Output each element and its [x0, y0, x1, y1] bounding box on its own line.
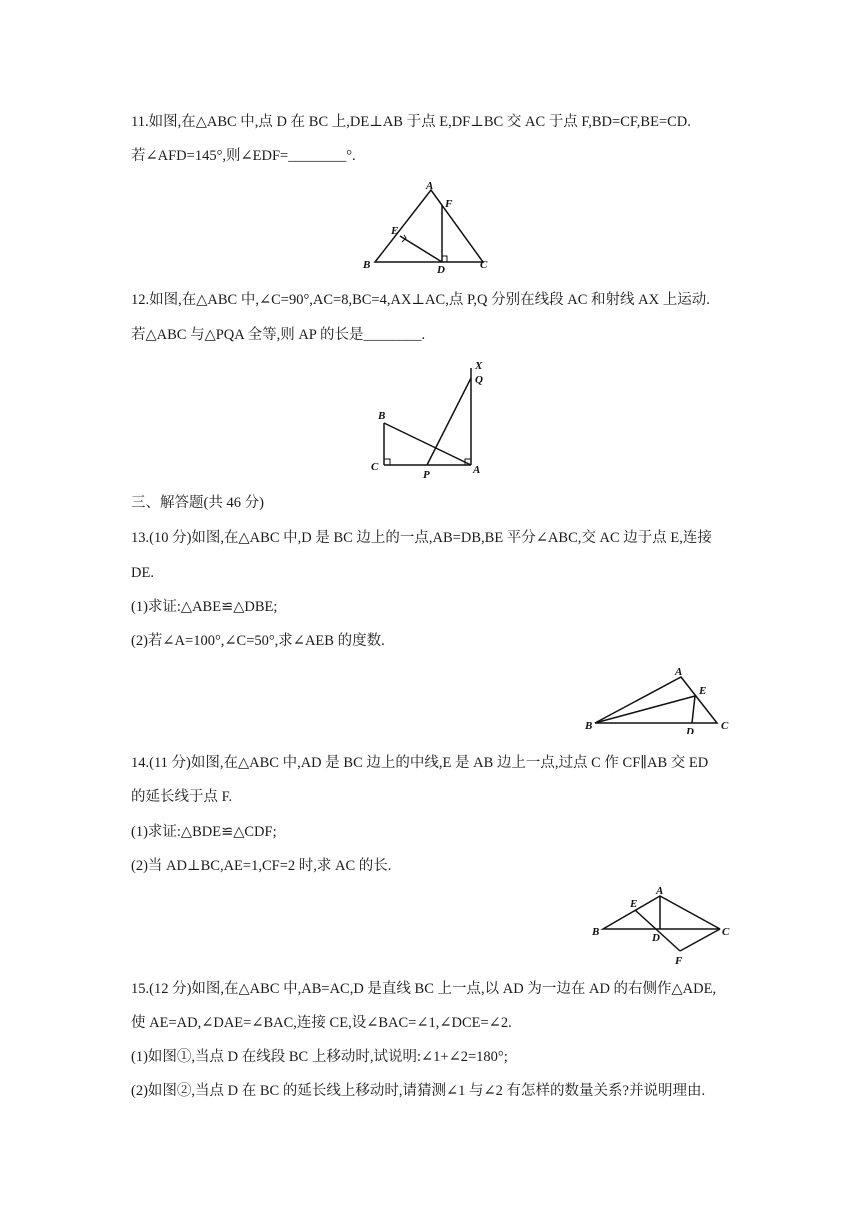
q11-label-c: C: [480, 259, 488, 271]
q11-line2: 若∠AFD=145°,则∠EDF=________°.: [131, 148, 356, 164]
q12-label-b: B: [378, 410, 386, 422]
q14-part2: (2)当 AD⊥BC,AE=1,CF=2 时,求 AC 的长.: [131, 858, 392, 874]
q14-line1: 14.(11 分)如图,在△ABC 中,AD 是 BC 边上的中线,E 是 AB 边上一点,过点 C 作 CF∥AB 交 ED: [131, 755, 709, 771]
q13-label-a: A: [675, 666, 683, 678]
q13-line2: DE.: [131, 565, 154, 581]
q11-label-b: B: [363, 259, 371, 271]
q14-label-f: F: [675, 955, 683, 967]
q11-label-a: A: [426, 180, 434, 192]
q14-label-e: E: [630, 898, 638, 910]
q14-part1: (1)求证:△BDE≌△CDF;: [131, 824, 277, 840]
q13-part1: (1)求证:△ABE≌△DBE;: [131, 599, 278, 615]
q12-label-p: P: [423, 469, 430, 481]
q11-label-e: E: [391, 225, 399, 237]
q14-label-a: A: [656, 885, 664, 897]
q15-line1: 15.(12 分)如图,在△ABC 中,AB=AC,D 是直线 BC 上一点,以 AD 为一边在 AD 的右侧作△ADE,: [131, 981, 717, 997]
q12-figure: [368, 356, 498, 482]
q12-line1: 12.如图,在△ABC 中,∠C=90°,AC=8,BC=4,AX⊥AC,点 P,Q 分别在线段 AC 和射线 AX 上运动.: [131, 292, 710, 308]
q13-line1: 13.(10 分)如图,在△ABC 中,D 是 BC 边上的一点,AB=DB,BE 平分∠ABC,交 AC 边于点 E,连接: [131, 530, 712, 546]
q11-label-f: F: [445, 198, 453, 210]
q15-part1: (1)如图①,当点 D 在线段 BC 上移动时,试说明:∠1+∠2=180°;: [131, 1049, 508, 1065]
q14-line2: 的延长线于点 F.: [131, 789, 233, 805]
q15-line2: 使 AE=AD,∠DAE=∠BAC,连接 CE,设∠BAC=∠1,∠DCE=∠2.: [131, 1015, 512, 1031]
q11-line1: 11.如图,在△ABC 中,点 D 在 BC 上,DE⊥AB 于点 E,DF⊥BC 交 AC 于点 F,BD=CF,BE=CD.: [131, 114, 691, 130]
q12-line2: 若△ABC 与△PQA 全等,则 AP 的长是________.: [131, 327, 426, 343]
q13-part2: (2)若∠A=100°,∠C=50°,求∠AEB 的度数.: [131, 633, 385, 649]
q11-label-d: D: [437, 264, 445, 273]
q14-figure: [584, 882, 739, 968]
q14-label-c: C: [722, 926, 730, 938]
q13-label-b: B: [585, 720, 593, 732]
q11-figure: [360, 178, 500, 273]
q13-figure: [580, 662, 740, 734]
q13-label-c: C: [721, 720, 729, 732]
q12-label-a: A: [473, 464, 481, 476]
section3-heading: 三、解答题(共 46 分): [131, 495, 264, 511]
q12-label-q: Q: [475, 374, 483, 386]
q12-label-x: X: [475, 360, 483, 372]
q14-label-b: B: [592, 926, 600, 938]
q13-label-e: E: [699, 685, 707, 697]
q12-label-c: C: [371, 461, 379, 473]
q13-label-d: D: [686, 726, 694, 734]
q15-part2: (2)如图②,当点 D 在 BC 的延长线上移动时,请猜测∠1 与∠2 有怎样的数量关系?并说明理由.: [131, 1083, 706, 1099]
q14-label-d: D: [652, 932, 660, 944]
